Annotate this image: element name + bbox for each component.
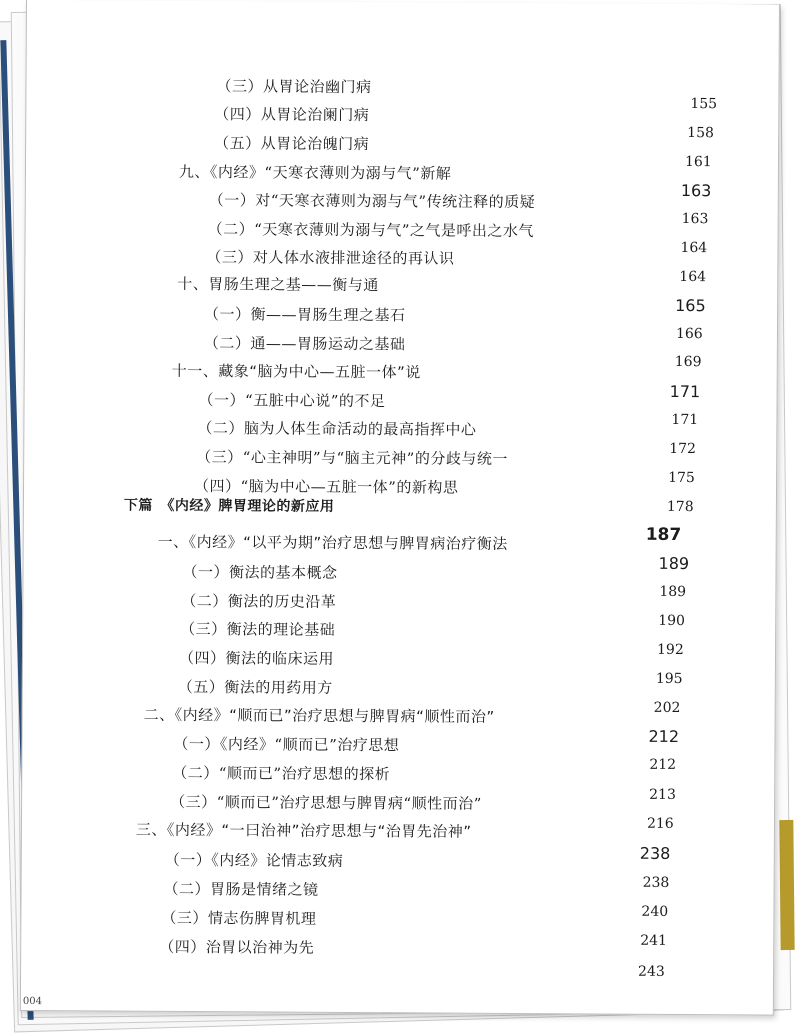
toc-entry-text: （三）衡法的理论基础: [180, 619, 336, 639]
toc-entry-text: （二）胃肠是情绪之镜: [163, 879, 319, 899]
toc-entry-text: （四）衡法的临床运用: [178, 648, 335, 668]
toc-entry-text: （一）“五脏中心说”的不足: [198, 391, 386, 411]
toc-page-number: 213: [649, 786, 676, 803]
toc-entry-text: （二）“顺而已”治疗思想的探析: [172, 763, 391, 784]
toc-entry-text: （二）通——胃肠运动之基础: [203, 334, 406, 354]
toc-page-number: 164: [679, 268, 707, 286]
toc-entry-text: （三）对人体水液排泄途径的再认识: [206, 248, 455, 268]
page-folio: 004: [22, 995, 43, 1008]
toc-page: [20, 0, 780, 1016]
toc-entry-text: （三）情志伤脾胃机理: [161, 908, 317, 928]
toc-page-number: 240: [641, 903, 669, 920]
toc-entry-text: （三）“顺而已”治疗思想与脾胃病“顺性而治”: [170, 792, 482, 813]
toc-page-number: 178: [666, 498, 694, 516]
toc-page-number: 189: [658, 553, 690, 574]
toc-page-number: 171: [669, 381, 701, 402]
toc-page-number: 163: [680, 181, 712, 201]
toc-entry-text: （五）衡法的用药用方: [177, 677, 333, 697]
toc-entry-text: 一、《内经》“以平为期”治疗思想与脾胃病治疗衡法: [157, 532, 508, 553]
toc-entry-text: 十一、藏象“脑为中心—五脏一体”说: [171, 361, 421, 382]
toc-entry-text: 十、胃肠生理之基——衡与通: [177, 274, 379, 295]
toc-entry-text: （五）从胃论治魄门病: [214, 134, 370, 154]
toc-entry-text: （一）衡——胃肠生理之基石: [204, 305, 406, 325]
toc-entry-text: （三）从胃论治幽门病: [216, 77, 372, 97]
toc-page-number: 165: [675, 295, 706, 316]
toc-page-number: 241: [640, 932, 668, 949]
toc-page-number: 187: [645, 524, 682, 546]
toc-entry-text: （一）衡法的基本概念: [182, 562, 338, 582]
toc-page-number: 175: [668, 469, 695, 487]
toc-page-number: 243: [638, 963, 665, 980]
toc-entry-text: （三）“心主神明”与“脑主元神”的分歧与统一: [196, 448, 508, 468]
toc-page-number: 166: [675, 325, 703, 343]
toc-entry-text: （一）《内经》“顺而已”治疗思想: [173, 734, 400, 755]
book-cover-corner: [779, 820, 794, 950]
toc-entry-text: 二、《内经》“顺而已”治疗思想与脾胃病“顺性而治”: [143, 705, 495, 726]
toc-page-number: 192: [656, 641, 684, 659]
toc-entry-text: 三、《内经》“一曰治神”治疗思想与“治胃先治神”: [135, 820, 472, 841]
part-heading: 下篇 《内经》脾胃理论的新应用: [123, 497, 335, 515]
toc-page-number: 189: [659, 583, 687, 601]
toc-page-number: 172: [669, 440, 697, 458]
toc-page-number: 238: [642, 874, 670, 891]
toc-page-number: 238: [639, 843, 671, 863]
toc-page-number: 169: [674, 353, 702, 371]
toc-page-number: 155: [690, 96, 718, 113]
toc-entry-text: （二）衡法的历史沿革: [181, 591, 337, 611]
toc-entry-text: （四）从胃论治阑门病: [214, 105, 370, 125]
toc-page-number: 163: [681, 211, 709, 228]
toc-page-number: 202: [653, 699, 681, 717]
toc-page-number: 212: [648, 726, 680, 747]
toc-entry-text: （一）《内经》论情志致病: [164, 850, 344, 870]
toc-entry-text: 九、《内经》“天寒衣薄则为溺与气”新解: [178, 162, 452, 183]
toc-page-number: 216: [646, 815, 674, 832]
toc-entry-text: （一）对“天寒衣薄则为溺与气”传统注释的质疑: [208, 191, 536, 212]
toc-page-number: 164: [680, 240, 708, 257]
toc-entry-text: （二）脑为人体生命活动的最高指挥中心: [197, 419, 477, 439]
toc-entry-text: （二）“天寒衣薄则为溺与气”之气是呼出之水气: [207, 220, 534, 241]
toc-page-number: 158: [687, 125, 714, 142]
toc-page-number: 212: [649, 756, 677, 773]
toc-page-number: 161: [684, 154, 712, 171]
toc-page-number: 171: [671, 411, 699, 429]
toc-entry-text: （四）“脑为中心—五脏一体”的新构思: [193, 477, 459, 497]
toc-entry-text: （四）治胃以治神为先: [159, 937, 315, 957]
toc-page-number: 190: [658, 612, 686, 630]
toc-page-number: 195: [655, 670, 683, 688]
